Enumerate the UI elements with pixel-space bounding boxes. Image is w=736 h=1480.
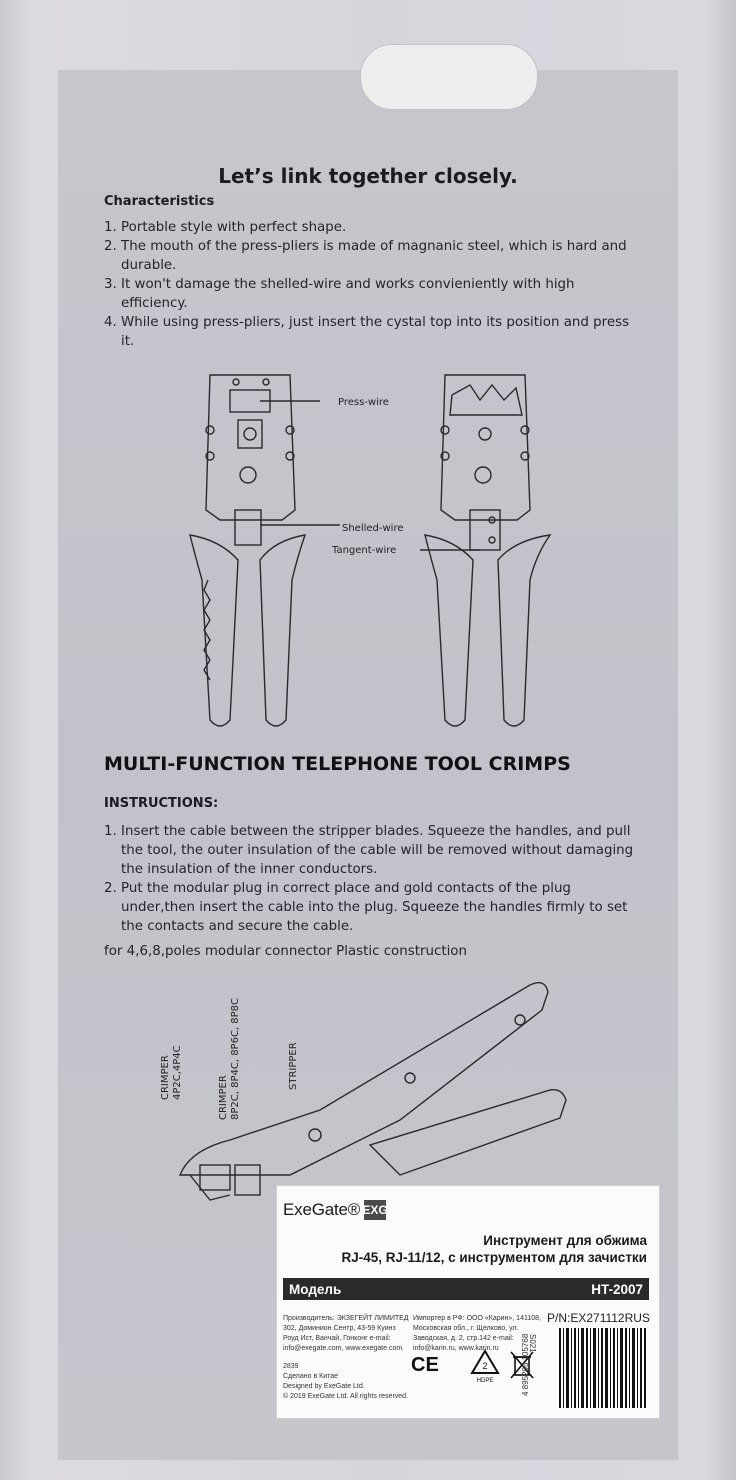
vertical-code: S021 [528,1334,537,1353]
barcode-digits: 4 895205 105768 [521,1333,530,1396]
list-item: 4. While using press-pliers, just insert the cystal top into its position and press it. [104,315,630,349]
ce-mark: CE [411,1354,439,1376]
list-item: 1. Insert the cable between the stripper blades. Squeeze the handles, and pull the tool, the outer insulation of the cable will be removed without damaging the insulation of the inner conductors. [104,824,634,877]
logo-mark: EXG [364,1200,386,1220]
tangent-wire-label: Tangent-wire [332,545,397,556]
brand-logo [283,1196,386,1224]
crimper1-label [160,1045,184,1100]
instructions-title: INSTRUCTIONS: [104,796,219,811]
product-sticker [276,1185,660,1419]
characteristics-list [104,218,644,351]
slogan: Let’s link together closely. [218,164,518,188]
crimper2-label [218,998,242,1120]
instructions-list [104,822,644,936]
crimper1-line1: CRIMPER [160,1055,171,1100]
recycle-icon [469,1348,501,1384]
copyright: © 2019 ExeGate Ltd. All rights reserved. [283,1393,409,1400]
model-value: HT-2007 [591,1281,643,1297]
main-title: MULTI-FUNCTION TELEPHONE TOOL CRIMPS [104,753,571,775]
product-name-line1: Инструмент для обжима [483,1233,647,1248]
stripper-label: STRIPPER [288,1042,299,1090]
recycle-label: HDPE [476,1378,494,1384]
hang-hole [360,44,538,110]
barcode [545,1326,649,1408]
code-2839: 2839 [283,1363,299,1370]
crimper1-line2: 4P2C,4P4C [172,1045,183,1100]
list-item: 3. It won't damage the shelled-wire and works convieniently with high efficiency. [104,277,575,311]
importer-info: Импортер в РФ: ООО «Карин», 141108, Московская обл., г. Щелково, ул. Заводская, д. 2, стр.142 e-mail: info@karin.ru, www.karin.ru [413,1315,541,1352]
list-item: 2. The mouth of the press-pliers is made of magnanic steel, which is hard and durable. [104,239,627,273]
made-in: Сделано в Китае [283,1373,339,1380]
crimper2-line1: CRIMPER [218,1075,229,1120]
origin-info [283,1362,413,1402]
crimper2-line2: 8P2C, 8P4C, 8P6C, 8P8C [230,997,241,1120]
manufacturer-info: Производитель: ЭКЗЕГЕЙТ ЛИМИТЕД 302, Доминион Сентр, 43-59 Куинз Роуд Ист, Ванчай, Гонконг e-mail: info@exegate.com, www.exegate.com [283,1315,409,1352]
product-name [277,1232,647,1266]
model-label: Модель [289,1281,342,1297]
press-wire-label: Press-wire [338,397,389,408]
model-bar [283,1278,649,1300]
shelled-wire-label: Shelled-wire [342,523,404,534]
product-name-line2: RJ-45, RJ-11/12, с инструментом для зачистки [341,1250,647,1265]
list-item: 2. Put the modular plug in correct place and gold contacts of the plug under,then insert the cable into the plug. Squeeze the handles firmly to set the contacts and secure the cable. [104,881,628,934]
recycle-number: 2 [482,1361,488,1371]
designed-by: Designed by ExeGate Ltd. [283,1383,365,1390]
poles-text: for 4,6,8,poles modular connector Plastic construction [104,944,467,959]
part-number: P/N:EX271112RUS [547,1311,650,1325]
list-item: 1. Portable style with perfect shape. [104,220,347,235]
crimper-diagrams [180,360,560,740]
logo-text: ExeGate® [283,1200,361,1219]
characteristics-title: Characteristics [104,194,215,209]
